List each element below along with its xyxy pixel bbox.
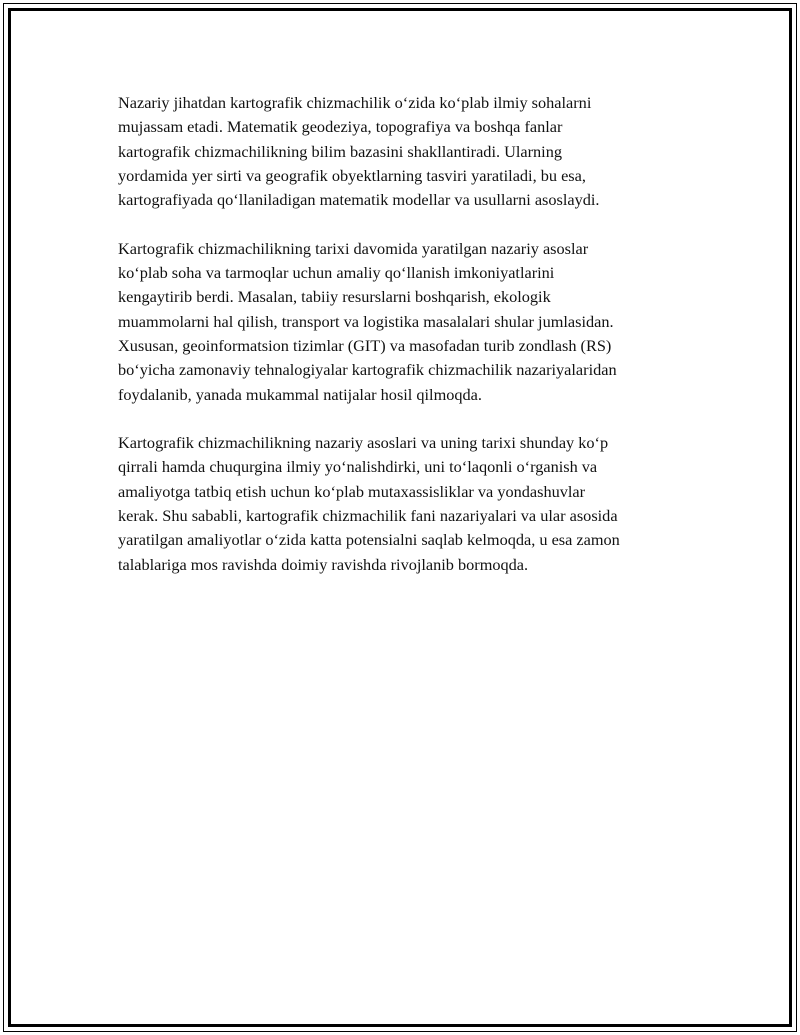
- text-line: muammolarni hal qilish, transport va logistika masalalari shular jumlasidan.: [118, 311, 614, 331]
- text-line: mujassam etadi. Matematik geodeziya, topografiya va boshqa fanlar: [118, 117, 563, 137]
- text-line: kengaytirib berdi. Masalan, tabiiy resurslarni boshqarish, ekologik: [118, 287, 551, 307]
- text-line: qirrali hamda chuqurgina ilmiy yo‘nalishdirki, uni to‘laqonli o‘rganish va: [118, 457, 598, 477]
- text-line: Kartografik chizmachilikning tarixi davomida yaratilgan nazariy asoslar: [118, 238, 589, 258]
- text-line: Nazariy jihatdan kartografik chizmachilik o‘zida ko‘plab ilmiy sohalarni: [118, 93, 592, 112]
- paragraph-3: [118, 431, 698, 577]
- text-line: kartografiyada qo‘llaniladigan matematik modellar va usullarni asoslaydi.: [118, 190, 600, 210]
- text-line: foydalanib, yanada mukammal natijalar hosil qilmoqda.: [118, 384, 482, 404]
- text-line: ko‘plab soha va tarmoqlar uchun amaliy qo‘llanish imkoniyatlarini: [118, 263, 555, 283]
- text-line: Kartografik chizmachilikning nazariy asoslari va uning tarixi shunday ko‘p: [118, 433, 609, 453]
- text-line: amaliyotga tatbiq etish uchun ko‘plab mutaxassisliklar va yondashuvlar: [118, 481, 586, 501]
- paragraph-2: [118, 237, 698, 407]
- text-line: kartografik chizmachilikning bilim bazasini shakllantiradi. Ularning: [118, 141, 562, 161]
- text-line: talablariga mos ravishda doimiy ravishda rivojlanib bormoqda.: [118, 554, 529, 574]
- paragraph-1: [118, 91, 698, 212]
- text-line: kerak. Shu sababli, kartografik chizmachilik fani nazariyalari va ular asosida: [118, 506, 618, 526]
- text-line: yaratilgan amaliyotlar o‘zida katta potensialni saqlab kelmoqda, u esa zamon: [118, 530, 620, 550]
- text-line: bo‘yicha zamonaviy tehnalogiyalar kartografik chizmachilik nazariyalaridan: [118, 360, 617, 380]
- text-line: Xususan, geoinformatsion tizimlar (GIT) va masofadan turib zondlash (RS): [118, 335, 612, 355]
- text-line: yordamida yer sirti va geografik obyektlarning tasviri yaratiladi, bu esa,: [118, 165, 586, 185]
- document-body: [118, 91, 698, 601]
